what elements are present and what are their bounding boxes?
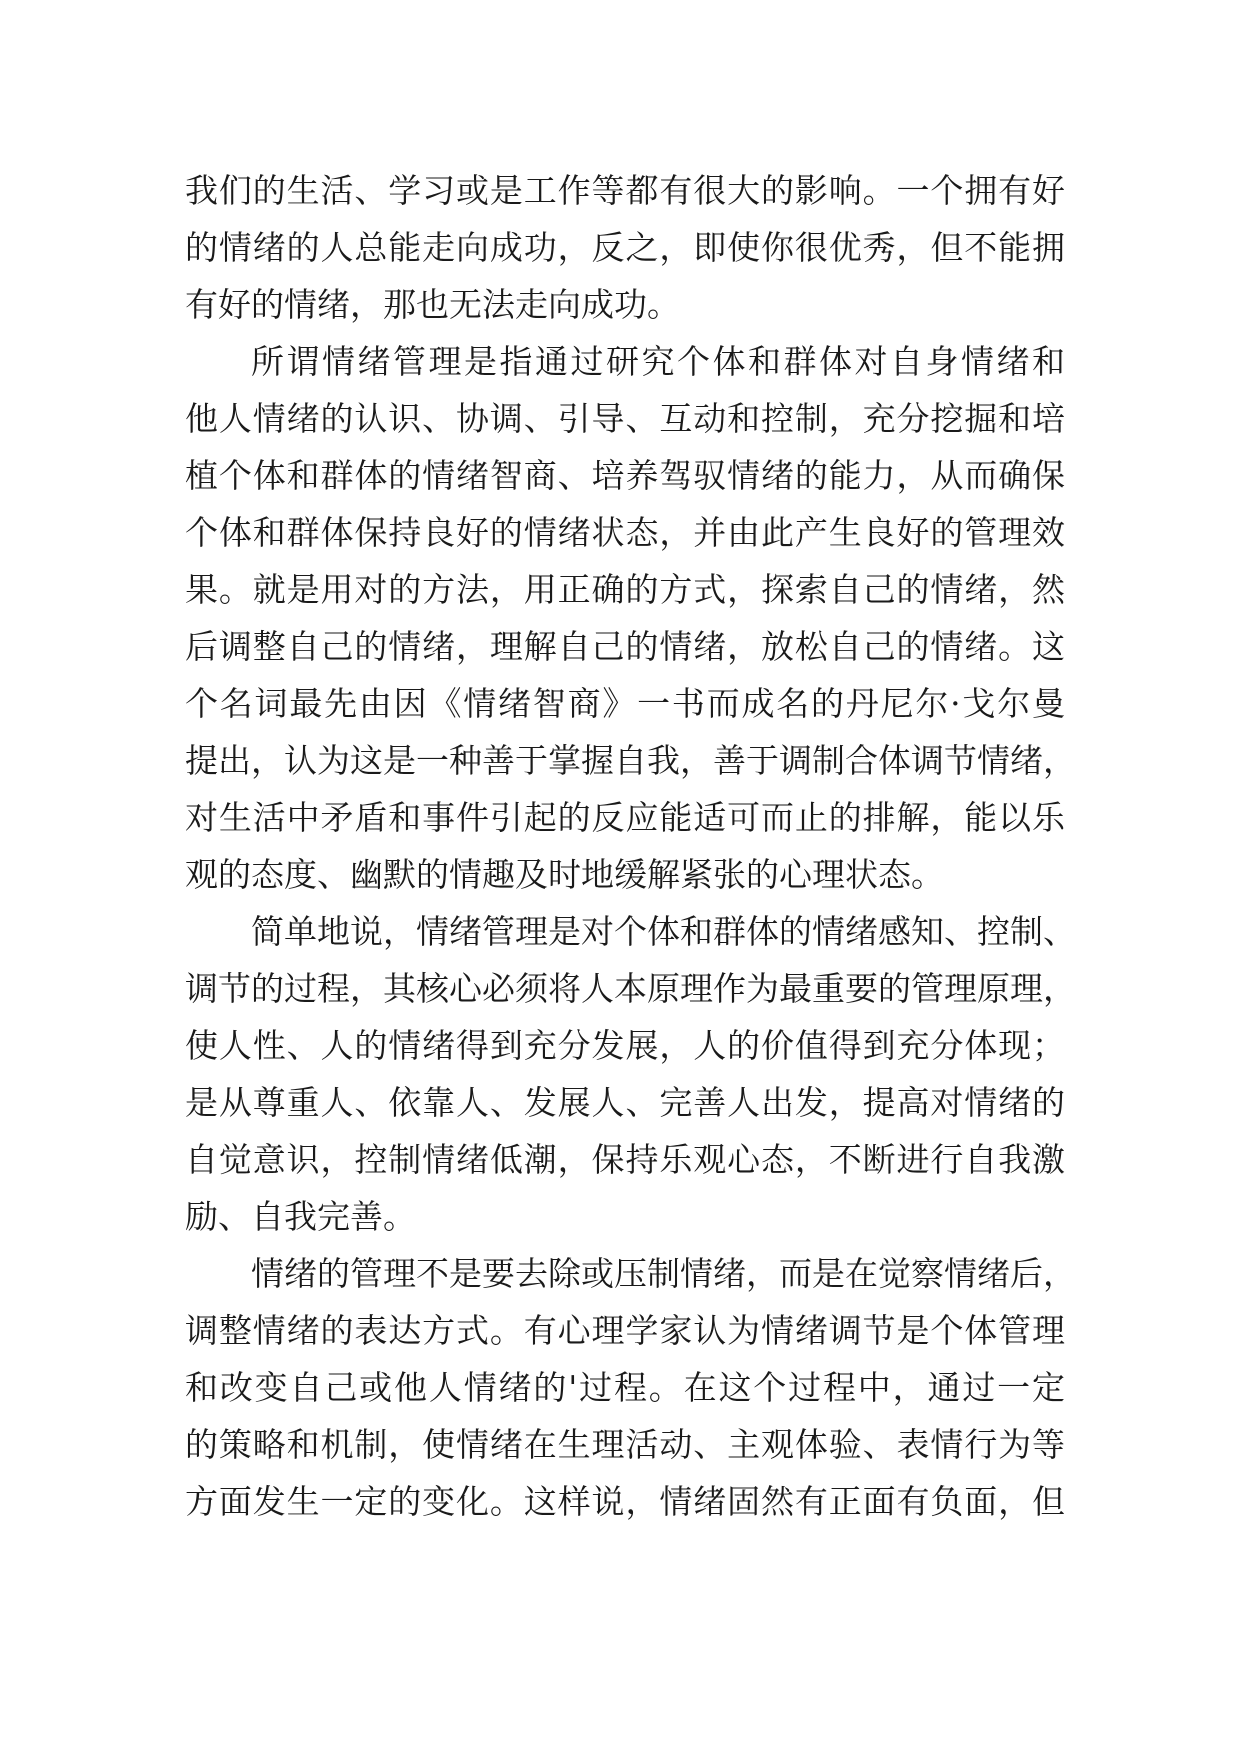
text-line: 对生活中矛盾和事件引起的反应能适可而止的排解，能以乐 [185, 798, 1065, 837]
text-line: 调整情绪的表达方式。有心理学家认为情绪调节是个体管理 [185, 1311, 1065, 1350]
text-line: 情绪的管理不是要去除或压制情绪，而是在觉察情绪后， [251, 1254, 1076, 1293]
text-line: 个体和群体保持良好的情绪状态，并由此产生良好的管理效 [185, 513, 1065, 552]
text-line: 自觉意识，控制情绪低潮，保持乐观心态，不断进行自我激 [185, 1140, 1065, 1179]
text-line: 后调整自己的情绪，理解自己的情绪，放松自己的情绪。这 [185, 627, 1065, 666]
text-line: 励、自我完善。 [185, 1197, 416, 1236]
text-line: 所谓情绪管理是指通过研究个体和群体对自身情绪和 [251, 342, 1065, 381]
text-line: 简单地说，情绪管理是对个体和群体的情绪感知、控制、 [251, 912, 1076, 951]
text-line: 调节的过程，其核心必须将人本原理作为最重要的管理原理， [185, 969, 1076, 1008]
text-line: 我们的生活、学习或是工作等都有很大的影响。一个拥有好 [185, 171, 1065, 210]
paragraph-2 [185, 333, 1076, 903]
text-line: 提出，认为这是一种善于掌握自我，善于调制合体调节情绪， [185, 741, 1076, 780]
paragraph-3 [185, 903, 1076, 1245]
text-line: 果。就是用对的方法，用正确的方式，探索自己的情绪，然 [185, 570, 1065, 609]
text-line: 使人性、人的情绪得到充分发展，人的价值得到充分体现； [185, 1026, 1065, 1065]
text-line: 有好的情绪，那也无法走向成功。 [185, 285, 680, 324]
text-line: 的情绪的人总能走向成功，反之，即使你很优秀，但不能拥 [185, 228, 1065, 267]
text-line: 个名词最先由因《情绪智商》一书而成名的丹尼尔·戈尔曼 [185, 684, 1065, 723]
text-line: 他人情绪的认识、协调、引导、互动和控制，充分挖掘和培 [185, 399, 1065, 438]
text-line: 方面发生一定的变化。这样说，情绪固然有正面有负面，但 [185, 1482, 1065, 1521]
text-line: 和改变自己或他人情绪的'过程。在这个过程中，通过一定 [185, 1368, 1065, 1407]
paragraph-1 [185, 162, 1065, 333]
paragraph-4 [185, 1245, 1076, 1530]
text-line: 观的态度、幽默的情趣及时地缓解紧张的心理状态。 [185, 855, 944, 894]
text-line: 植个体和群体的情绪智商、培养驾驭情绪的能力，从而确保 [185, 456, 1065, 495]
text-line: 是从尊重人、依靠人、发展人、完善人出发，提高对情绪的 [185, 1083, 1065, 1122]
document-body [185, 162, 1076, 1530]
text-line: 的策略和机制，使情绪在生理活动、主观体验、表情行为等 [185, 1425, 1065, 1464]
